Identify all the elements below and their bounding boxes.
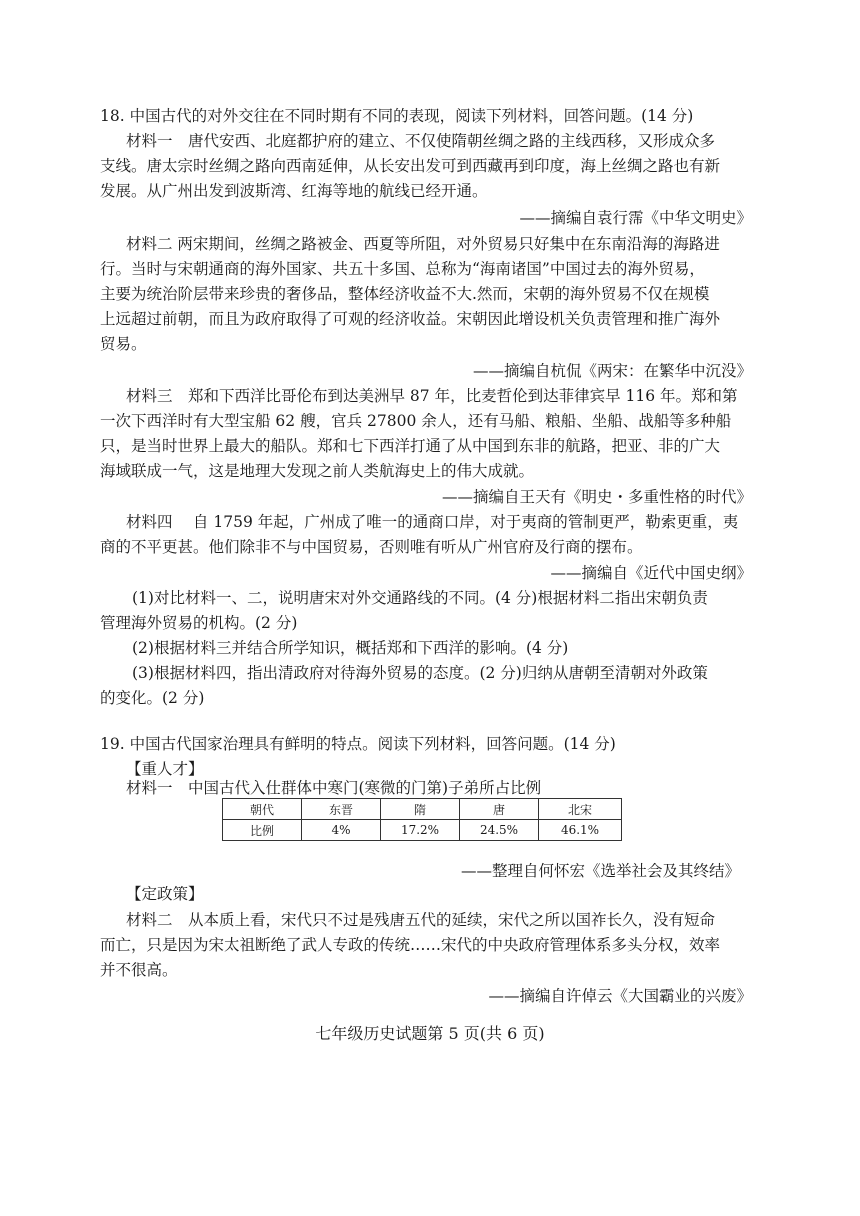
q18-question-2: (2)根据材料三并结合所学知识，概括郑和下西洋的影响。(4 分) <box>132 639 569 657</box>
table-cell: 唐 <box>460 799 539 820</box>
ratio-table <box>222 798 622 841</box>
q19-m2-source: ——摘编自许倬云《大国霸业的兴废》 <box>488 987 752 1005</box>
table-cell: 东晋 <box>302 799 381 820</box>
q18-question-3b: 的变化。(2 分) <box>100 689 205 707</box>
q18-m2-line5: 贸易。 <box>100 335 147 353</box>
q18-m1-line1: 材料一 唐代安西、北庭都护府的建立、不仅使隋朝丝绸之路的主线西移，又形成众多 <box>126 132 716 150</box>
q18-m2-line4: 上远超过前朝，而且为政府取得了可观的经济收益。宋朝因此增设机关负责管理和推广海外 <box>100 310 721 328</box>
table-row <box>223 820 622 841</box>
q18-m4-source: ——摘编自《近代中国史纲》 <box>550 564 752 582</box>
q18-m3-line2: 一次下西洋时有大型宝船 62 艘，官兵 27800 余人，还有马船、粮船、坐船、战船等多种船 <box>100 412 732 430</box>
table-cell: 4% <box>302 820 381 841</box>
q18-m3-line4: 海域联成一气，这是地理大发现之前人类航海史上的伟大成就。 <box>100 462 535 480</box>
q19-m1-title: 材料一 中国古代入仕群体中寒门(寒微的门第)子弟所占比例 <box>126 779 542 797</box>
q19-m2-line3: 并不很高。 <box>100 961 178 979</box>
table-cell: 46.1% <box>539 820 622 841</box>
q18-m3-line1: 材料三 郑和下西洋比哥伦布到达美洲早 87 年，比麦哲伦到达菲律宾早 116 年。郑和第 <box>126 387 738 405</box>
page-footer: 七年级历史试题第 5 页(共 6 页) <box>315 1024 545 1043</box>
q18-m2-line1: 材料二 两宋期间，丝绸之路被金、西夏等所阻，对外贸易只好集中在东南沿海的海路进 <box>126 235 720 253</box>
q18-question-1a: (1)对比材料一、二，说明唐宋对外交通路线的不同。(4 分)根据材料二指出宋朝负责 <box>132 589 708 607</box>
q19-m2-line2: 而亡，只是因为宋太祖断绝了武人专政的传统……宋代的中央政府管理体系多头分权，效率 <box>100 936 721 954</box>
q19-section-talent: 【重人才】 <box>126 760 204 778</box>
q18-m2-line3: 主要为统治阶层带来珍贵的奢侈品，整体经济收益不大.然而，宋朝的海外贸易不仅在规模 <box>100 285 710 303</box>
table-cell: 北宋 <box>539 799 622 820</box>
table-cell: 24.5% <box>460 820 539 841</box>
q18-title: 18. 中国古代的对外交往在不同时期有不同的表现，阅读下列材料，回答问题。(14 分) <box>100 107 694 125</box>
q19-title: 19. 中国古代国家治理具有鲜明的特点。阅读下列材料，回答问题。(14 分) <box>100 735 616 753</box>
q18-question-3a: (3)根据材料四，指出清政府对待海外贸易的态度。(2 分)归纳从唐朝至清朝对外政策 <box>132 664 708 682</box>
table-cell: 隋 <box>381 799 460 820</box>
q18-m1-line3: 发展。从广州出发到波斯湾、红海等地的航线已经开通。 <box>100 182 488 200</box>
q18-question-1b: 管理海外贸易的机构。(2 分) <box>100 614 298 632</box>
q18-m3-line3: 只，是当时世界上最大的船队。郑和七下西洋打通了从中国到东非的航路，把亚、非的广大 <box>100 437 721 455</box>
q18-m3-source: ——摘编自王天有《明史・多重性格的时代》 <box>441 488 752 506</box>
q18-m2-line2: 行。当时与宋朝通商的海外国家、共五十多国、总称为“海南诸国”中国过去的海外贸易， <box>100 260 705 278</box>
table-cell: 17.2% <box>381 820 460 841</box>
table-cell: 比例 <box>223 820 302 841</box>
q18-m4-line1: 材料四 自 1759 年起，广州成了唯一的通商口岸，对于夷商的管制更严，勒索更重，夷 <box>126 513 739 531</box>
q19-m2-line1: 材料二 从本质上看，宋代只不过是残唐五代的延续，宋代之所以国祚长久，没有短命 <box>126 911 716 929</box>
q18-m2-source: ——摘编自杭侃《两宋：在繁华中沉没》 <box>472 362 752 380</box>
q19-section-policy: 【定政策】 <box>126 885 204 903</box>
q19-m1-source: ——整理自何怀宏《选举社会及其终结》 <box>460 862 740 880</box>
q18-m1-line2: 支线。唐太宗时丝绸之路向西南延伸，从长安出发可到西藏再到印度，海上丝绸之路也有新 <box>100 157 721 175</box>
table-header-row <box>223 799 622 820</box>
q18-m1-source: ——摘编自袁行霈《中华文明史》 <box>519 209 752 227</box>
q18-m4-line2: 商的不平更甚。他们除非不与中国贸易，否则唯有听从广州官府及行商的摆布。 <box>100 538 643 556</box>
table-cell: 朝代 <box>223 799 302 820</box>
